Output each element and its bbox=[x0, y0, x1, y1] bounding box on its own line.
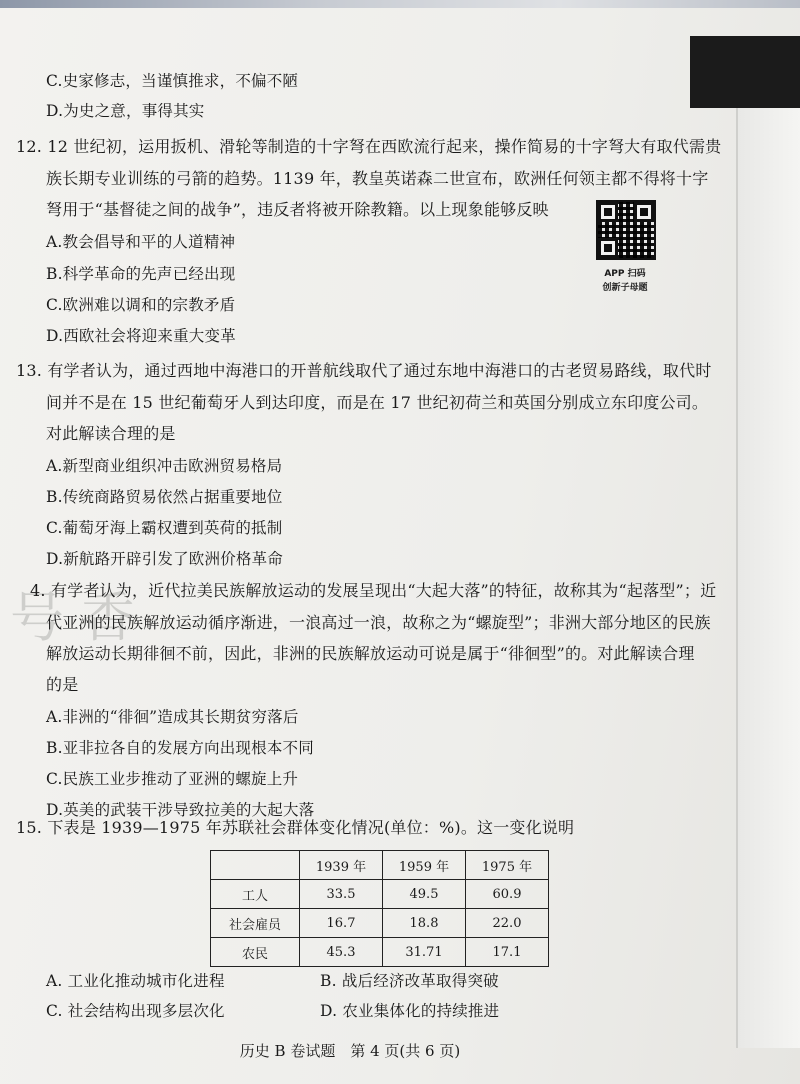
q12-option-a: A.教会倡导和平的人道精神 bbox=[46, 233, 236, 251]
q14-option-d: D.英美的武装干涉导致拉美的大起大落 bbox=[46, 801, 315, 819]
table-header-cell: 1939 年 bbox=[300, 851, 383, 880]
qr-caption-line1: APP 扫码 bbox=[604, 269, 646, 279]
q12-option-c: C.欧洲难以调和的宗教矛盾 bbox=[46, 296, 236, 314]
page-top-edge bbox=[0, 0, 800, 8]
q14-option-b: B.亚非拉各自的发展方向出现根本不同 bbox=[46, 739, 314, 757]
table-cell: 17.1 bbox=[466, 938, 549, 967]
q12-option-d: D.西欧社会将迎来重大变革 bbox=[46, 327, 236, 345]
q13-option-c: C.葡萄牙海上霸权遭到英荷的抵制 bbox=[46, 519, 283, 537]
table-row bbox=[211, 938, 549, 967]
black-tab-marker bbox=[690, 36, 800, 108]
table-cell: 22.0 bbox=[466, 909, 549, 938]
q14-option-a: A.非洲的“徘徊”造成其长期贫穷落后 bbox=[46, 708, 299, 726]
q15-option-c: C. 社会结构出现多层次化 bbox=[46, 1002, 225, 1020]
q15-option-b: B. 战后经济改革取得突破 bbox=[320, 972, 499, 990]
q12-option-b: B.科学革命的先声已经出现 bbox=[46, 265, 236, 283]
q13-option-b: B.传统商路贸易依然占据重要地位 bbox=[46, 488, 283, 506]
q13-stem-line2: 间并不是在 15 世纪葡萄牙人到达印度，而是在 17 世纪初荷兰和英国分别成立东印度公司。 bbox=[46, 393, 709, 412]
q14-option-c: C.民族工业步推动了亚洲的螺旋上升 bbox=[46, 770, 299, 788]
q12-stem-line1: 12. 12 世纪初，运用扳机、滑轮等制造的十字弩在西欧流行起来，操作简易的十字弩大有取代需贵 bbox=[16, 137, 722, 156]
q15-option-a: A. 工业化推动城市化进程 bbox=[46, 972, 225, 990]
table-header-row bbox=[211, 851, 549, 880]
q13-option-d: D.新航路开辟引发了欧洲价格革命 bbox=[46, 550, 284, 568]
q14-stem-line4: 的是 bbox=[46, 675, 79, 694]
table-cell: 45.3 bbox=[300, 938, 383, 967]
q14-stem-line1: 4. 有学者认为，近代拉美民族解放运动的发展呈现出“大起大落”的特征，故称其为“起落型”；近 bbox=[30, 581, 717, 600]
table-row bbox=[211, 880, 549, 909]
table-cell: 社会雇员 bbox=[211, 909, 300, 938]
qr-caption-line2: 创新子母题 bbox=[602, 283, 648, 293]
table-header-cell: 1975 年 bbox=[466, 851, 549, 880]
q14-stem-line3: 解放运动长期徘徊不前，因此，非洲的民族解放运动可说是属于“徘徊型”的。对此解读合理 bbox=[46, 644, 695, 663]
table-cell: 49.5 bbox=[383, 880, 466, 909]
q12-stem-line2: 族长期专业训练的弓箭的趋势。1139 年，教皇英诺森二世宣布，欧洲任何领主都不得将十字 bbox=[46, 169, 709, 188]
q15-stem: 15. 下表是 1939—1975 年苏联社会群体变化情况(单位：%)。这一变化说明 bbox=[16, 818, 575, 837]
page-footer: 历史 B 卷试题 第 4 页(共 6 页) bbox=[239, 1042, 461, 1060]
faded-stamp: 号 香 bbox=[10, 586, 136, 649]
q12-stem-line3: 弩用于“基督徒之间的战争”，违反者将被开除教籍。以上现象能够反映 bbox=[46, 200, 549, 219]
prev-option-d: D.为史之意，事得其实 bbox=[46, 102, 205, 120]
table-cell: 农民 bbox=[211, 938, 300, 967]
table-row bbox=[211, 909, 549, 938]
q13-option-a: A.新型商业组织冲击欧洲贸易格局 bbox=[46, 457, 283, 475]
table-header-cell: 1959 年 bbox=[383, 851, 466, 880]
table-cell: 33.5 bbox=[300, 880, 383, 909]
q15-data-table bbox=[210, 850, 549, 967]
table-cell: 18.8 bbox=[383, 909, 466, 938]
table-cell: 31.71 bbox=[383, 938, 466, 967]
qr-code-icon bbox=[596, 200, 656, 260]
q15-option-d: D. 农业集体化的持续推进 bbox=[320, 1002, 500, 1020]
q14-stem-line2: 代亚洲的民族解放运动循序渐进，一浪高过一浪，故称之为“螺旋型”；非洲大部分地区的民族 bbox=[46, 613, 711, 632]
q13-stem-line1: 13. 有学者认为，通过西地中海港口的开普航线取代了通过东地中海港口的古老贸易路线，取代时 bbox=[16, 361, 712, 380]
table-header-cell bbox=[211, 851, 300, 880]
prev-option-c: C.史家修志，当谨慎推求，不偏不陋 bbox=[46, 72, 299, 90]
table-cell: 16.7 bbox=[300, 909, 383, 938]
table-cell: 工人 bbox=[211, 880, 300, 909]
table-cell: 60.9 bbox=[466, 880, 549, 909]
adjacent-page-strip bbox=[736, 108, 800, 1048]
q13-stem-line3: 对此解读合理的是 bbox=[46, 424, 176, 443]
